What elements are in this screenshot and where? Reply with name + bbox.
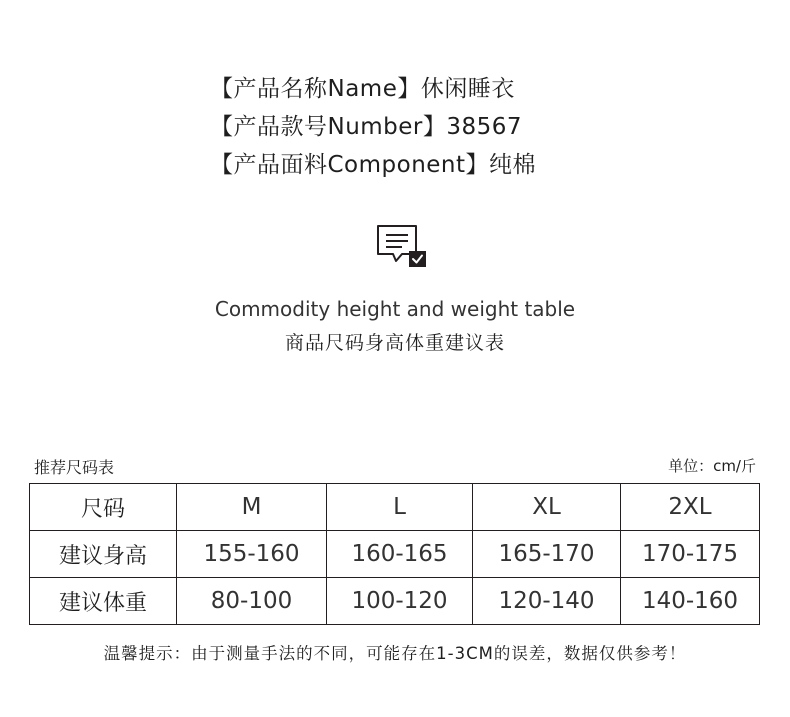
size-cell-2xl: 2XL: [621, 484, 760, 531]
height-cell-2xl: 170-175: [621, 531, 760, 578]
product-number-line: 【产品款号Number】38567: [210, 114, 523, 140]
weight-cell-m: 80-100: [177, 578, 327, 625]
height-cell-m: 155-160: [177, 531, 327, 578]
header-cell-weight: 建议体重: [30, 578, 177, 625]
table-caption: 推荐尺码表: [34, 458, 115, 477]
table-row-weight: [30, 578, 760, 625]
size-cell-m: M: [177, 484, 327, 531]
size-cell-l: L: [327, 484, 473, 531]
table-row-size: [30, 484, 760, 531]
footnote: 温馨提示：由于测量手法的不同，可能存在1-3CM的误差，数据仅供参考！: [103, 644, 687, 663]
size-table: [29, 483, 760, 625]
header-cell-height: 建议身高: [30, 531, 177, 578]
product-component-line: 【产品面料Component】纯棉: [210, 152, 537, 178]
weight-cell-xl: 120-140: [473, 578, 621, 625]
weight-cell-2xl: 140-160: [621, 578, 760, 625]
subtitle-chinese: 商品尺码身高体重建议表: [284, 332, 505, 354]
height-cell-xl: 165-170: [473, 531, 621, 578]
weight-cell-l: 100-120: [327, 578, 473, 625]
table-row-height: [30, 531, 760, 578]
chat-check-icon: [376, 224, 428, 268]
header-cell-size: 尺码: [30, 484, 177, 531]
product-name-line: 【产品名称Name】休闲睡衣: [210, 76, 515, 102]
subtitle-english: Commodity height and weight table: [214, 297, 576, 321]
size-cell-xl: XL: [473, 484, 621, 531]
height-cell-l: 160-165: [327, 531, 473, 578]
table-unit: 单位：cm/斤: [668, 457, 756, 475]
product-info: [210, 70, 536, 184]
